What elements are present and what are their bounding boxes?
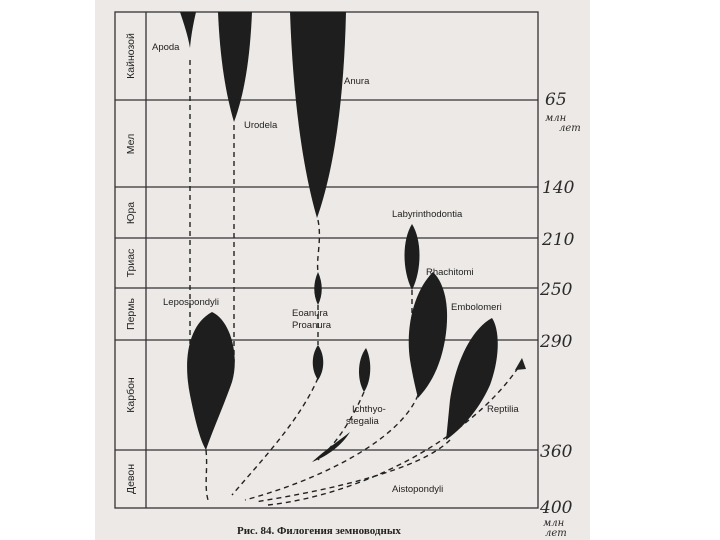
- period-label-cenozoic: Кайнозой: [125, 33, 137, 79]
- lineage-ichthyostegalia-lower: [312, 432, 350, 462]
- age-290: 290: [540, 332, 573, 352]
- lineage-apoda: [180, 12, 196, 48]
- age-unit-bottom-1: млн: [543, 518, 565, 529]
- lepospondyli-stem: [206, 450, 208, 500]
- lineage-ichthyostegalia: [359, 348, 370, 392]
- arrowhead-aistopondyli: [515, 358, 526, 370]
- age-210: 210: [542, 230, 575, 250]
- age-400: 400: [540, 498, 573, 518]
- age-360: 360: [540, 442, 573, 462]
- age-65: 65: [545, 90, 567, 110]
- age-unit-top-2: лет: [559, 123, 581, 134]
- label-anura: Anura: [344, 76, 370, 87]
- figure-caption: Рис. 84. Филогения земноводных: [237, 525, 401, 537]
- period-label-cretaceous: Мел: [125, 133, 137, 155]
- age-140: 140: [542, 178, 575, 198]
- period-label-jurassic: Юра: [125, 201, 137, 225]
- age-250: 250: [540, 280, 573, 300]
- dashed-links: [190, 60, 520, 505]
- link-anura-eoanura: [318, 220, 320, 272]
- label-apoda: Apoda: [152, 42, 180, 53]
- label-aistopondyli: Aistopondyli: [392, 484, 444, 495]
- lineage-lepospondyli: [187, 312, 235, 450]
- label-embolomeri: Embolomeri: [451, 302, 502, 313]
- lineage-labyrinthodontia: [405, 224, 420, 290]
- label-lepospondyli: Lepospondyli: [163, 297, 219, 308]
- label-ichthyostegalia-2: stegalia: [346, 416, 379, 427]
- label-labyrinthodontia: Labyrinthodontia: [392, 209, 463, 220]
- lineage-reptilia: [446, 318, 498, 440]
- label-proanura: Proanura: [292, 320, 332, 331]
- lineage-eoanura: [314, 272, 322, 305]
- lineage-urodela: [218, 12, 252, 122]
- lineage-proanura: [313, 345, 324, 380]
- lineages: [180, 12, 498, 462]
- label-ichthyostegalia-1: Ichthyo-: [352, 404, 386, 415]
- label-eoanura: Eoanura: [292, 308, 328, 319]
- period-label-triassic: Триас: [125, 248, 137, 278]
- label-reptilia: Reptilia: [487, 404, 519, 415]
- link-proanura-base: [232, 378, 318, 495]
- label-rhachitomi: Rhachitomi: [426, 267, 474, 278]
- lineage-rhachitomi-embolomeri: [409, 272, 447, 398]
- age-unit-top-1: млн: [545, 113, 567, 124]
- age-unit-bottom-2: лет: [545, 528, 567, 539]
- label-urodela: Urodela: [244, 120, 278, 131]
- period-label-permian: Пермь: [125, 298, 137, 330]
- period-label-devonian: Девон: [125, 463, 137, 495]
- period-label-carboniferous: Карбон: [125, 377, 137, 413]
